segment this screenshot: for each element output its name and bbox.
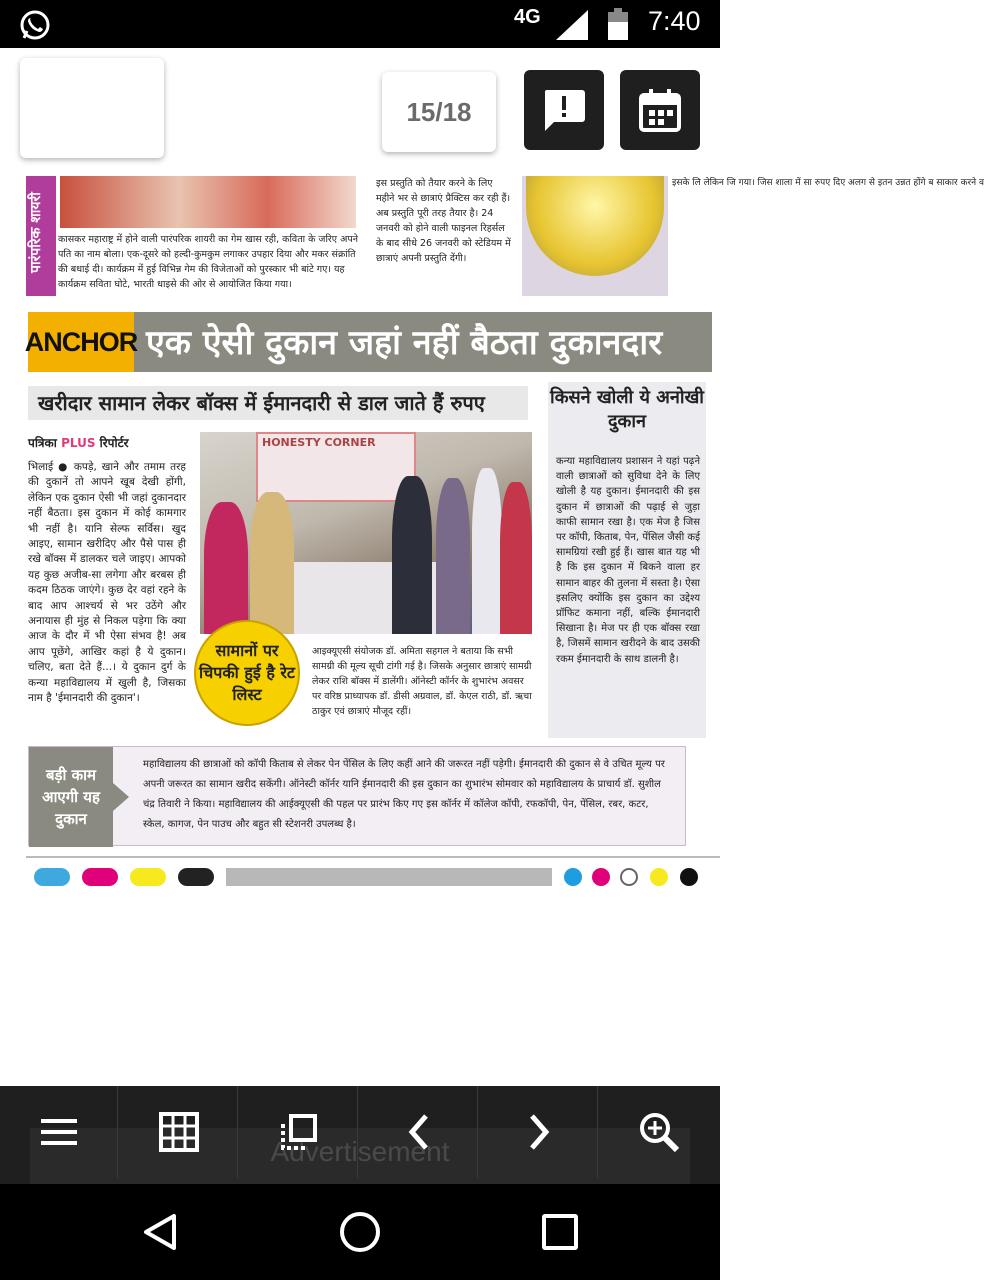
news-photo bbox=[200, 432, 532, 634]
article-photo bbox=[60, 176, 356, 228]
chevron-left-icon bbox=[404, 1112, 434, 1152]
sidebar-article bbox=[548, 382, 706, 738]
reader-toolbar bbox=[0, 48, 720, 176]
headline-bar bbox=[24, 312, 712, 372]
impact-box bbox=[28, 746, 686, 846]
feedback-icon bbox=[540, 86, 588, 134]
zoom-button[interactable] bbox=[600, 1086, 718, 1178]
headline: एक ऐसी दुकान जहां नहीं बैठता दुकानदार bbox=[146, 323, 663, 363]
article-body: भिलाई ● कपड़े, खाने और तमाम तरह की दुकानें तो आपने खूब देखी होंगी, लेकिन एक दुकान ऐसी भी जहां दुकानदार नहीं बैठता। इस दुकान में कोई कामगार भी नहीं है। यानि सेल्फ सर्विस। खुद आइए, सामान खरीदिए और पैसे पास ही रखे बॉक्स में डालकर चले जाइए। आपको यह कुछ अजीब-सा लगेगा और बरबस ही कदम ठिठक जाएंगे। कुछ देर वहां रहने के बाद आप आश्चर्य से भर उठेंगे और अनायास ही मुंह से निकल पड़ेगा कि क्या आज के दौर में भी ऐसा संभव है! अब आप पूछेंगे, आखिर कहां है ये दुकान। चलिए, बता देते हैं...। ये दुकान दुर्ग के कन्या महाविद्यालय में खुली है, जिसका नाम है 'ईमानदारी की दुकान'। bbox=[28, 461, 186, 705]
battery-icon bbox=[608, 8, 628, 40]
crop-icon bbox=[279, 1112, 319, 1152]
photo-caption: कासकर महाराष्ट्र में होने वाली पारंपरिक शायरी का गेम खास रही, कविता के जरिए अपने पति का नाम बोला। एक-दूसरे को हल्दी-कुमकुम लगाकर उपहार दिया और मकर संक्रांति की बधाई दी। कार्यक्रम में हुई विभिन्न गेम की विजेताओं को पुरस्कार भी बांटे गए। यह कार्यक्रम सविता घोटे, भारती धाइसे की ओर से आयोजित किया गया। bbox=[58, 234, 359, 290]
next-page-button[interactable] bbox=[480, 1086, 598, 1178]
anchor-tag: ANCHOR bbox=[28, 312, 134, 372]
sidebar-headline: किसने खोली ये अनोखी दुकान bbox=[550, 387, 704, 432]
impact-arrow bbox=[113, 783, 129, 811]
recent-apps-icon[interactable] bbox=[542, 1214, 578, 1250]
photo-caption: आइक्यूएसी संयोजक डॉ. अमिता सहगल ने बताया कि सभी सामग्री की मूल्य सूची टांगी गई है। जिसके अनुसार छात्राएं सामग्री लेकर राशि बॉक्स में डालेंगी। ऑनेस्टी कॉर्नर के शुभारंभ अवसर पर वरिष्ठ प्राध्यापक डॉ. डीसी अग्रवाल, डॉ. केएल राठी, डॉ. ऋचा ठाकुर एवं छात्राएं मौजूद रहीं। bbox=[312, 646, 532, 717]
zoom-in-icon bbox=[637, 1110, 681, 1154]
feedback-button[interactable] bbox=[524, 70, 604, 150]
byline bbox=[28, 434, 129, 451]
newspaper-page[interactable] bbox=[0, 176, 984, 1086]
article-text-clipped: इसके लि लेकिन जि गया। जिस शाला में सा रुपए दिए अलग से इतन उन्नत होंगे ब साकार करने व bbox=[672, 178, 984, 188]
back-icon[interactable] bbox=[140, 1212, 180, 1252]
whatsapp-icon bbox=[18, 8, 52, 42]
home-icon[interactable] bbox=[340, 1212, 380, 1252]
previous-article-strip bbox=[0, 176, 984, 304]
rate-list-badge: सामानों पर चिपकी हुई है रेट लिस्ट bbox=[194, 620, 300, 726]
signal-icon bbox=[556, 10, 588, 40]
bulb-illustration bbox=[522, 176, 668, 296]
page-divider bbox=[26, 856, 720, 858]
byline-prefix: पत्रिका bbox=[28, 436, 57, 450]
impact-text: महाविद्यालय की छात्राओं को कॉपी किताब से लेकर पेन पेंसिल के लिए कहीं आने की जरूरत नहीं पड़ेगी। ईमानदारी की दुकान से वे उचित मूल्य पर अपनी जरूरत का सामान खरीद सकेंगी। ऑनेस्टी कॉर्नर यानि ईमानदारी की इस दुकान का शुभारंभ सोमवार को महाविद्यालय के प्राचार्य डॉ. सुशील चंद्र तिवारी ने किया। महाविद्यालय की आईक्यूएसी की पहल पर प्रारंभ किए गए इस कॉर्नर में कॉलेज कॉपी, रफकॉपी, पेन, पेंसिल, रबर, कटर, स्केल, कागज, पेन पाउच और बहुत सी स्टेशनरी उपलब्ध है। bbox=[143, 759, 665, 830]
publication-logo-placeholder[interactable] bbox=[20, 58, 164, 158]
menu-icon bbox=[39, 1117, 79, 1147]
calendar-icon bbox=[638, 88, 682, 132]
byline-suffix: रिपोर्टर bbox=[99, 436, 129, 450]
byline-plus: PLUS bbox=[61, 436, 96, 450]
menu-button[interactable] bbox=[0, 1086, 118, 1178]
reader-bottom-nav bbox=[0, 1086, 720, 1184]
side-label: पारंपरिक शायरी bbox=[26, 176, 56, 296]
article-text: इस प्रस्तुति को तैयार करने के लिए महीने भर से छात्राएं प्रैक्टिस कर रही हैं। अब प्रस्तुति पूरी तरह तैयार है। 24 जनवरी को होने वाली फाइनल रिहर्सल के बाद सीधे 26 जनवरी को स्टेडियम में छात्राएं अपनी प्रस्तुति देंगी। bbox=[376, 178, 511, 264]
calendar-button[interactable] bbox=[620, 70, 700, 150]
thumbnails-button[interactable] bbox=[120, 1086, 238, 1178]
status-bar bbox=[0, 0, 720, 48]
network-type: 4G bbox=[514, 6, 541, 28]
clip-button[interactable] bbox=[240, 1086, 358, 1178]
advertisement-label: Advertisement bbox=[270, 1136, 450, 1167]
previous-page-button[interactable] bbox=[360, 1086, 478, 1178]
chevron-right-icon bbox=[524, 1112, 554, 1152]
subheadline: खरीदार सामान लेकर बॉक्स में ईमानदारी से डाल जाते हैं रुपए bbox=[28, 386, 528, 420]
page-indicator[interactable]: 15/18 bbox=[382, 72, 496, 152]
impact-tag: बड़ी काम आएगी यह दुकान bbox=[29, 747, 113, 847]
photo-banner-text: HONESTY CORNER bbox=[262, 436, 376, 449]
system-navigation-bar bbox=[0, 1184, 720, 1280]
clock: 7:40 bbox=[648, 6, 701, 36]
print-color-registration bbox=[34, 868, 720, 888]
sidebar-body: कन्या महाविद्यालय प्रशासन ने यहां पढ़ने वाली छात्राओं को सुविधा देने के लिए खोली है यह दुकान। ईमानदारी की इस दुकान में छात्राओं की पढ़ाई से जुड़ा काफी सामान रखा है। एक मेज है जिस पर कॉपी, किताब, पेन, पेंसिल जैसी कई सामग्रियां रखी हुई हैं। खास बात यह भी है कि इस दुकान में बिकने वाला हर सामान बाहर की तुलना में सस्ता है। ऐसा इसलिए क्योंकि इस दुकान का उद्देश्य प्रॉफिट कमाना नहीं, बल्कि ईमानदारी सिखाना है। मेज पर ही एक बॉक्स रखा है, जिसमें सामान खरीदने के बाद उसकी रकम ईमानदारी के साथ डालनी है। bbox=[556, 456, 700, 665]
grid-icon bbox=[159, 1112, 199, 1152]
